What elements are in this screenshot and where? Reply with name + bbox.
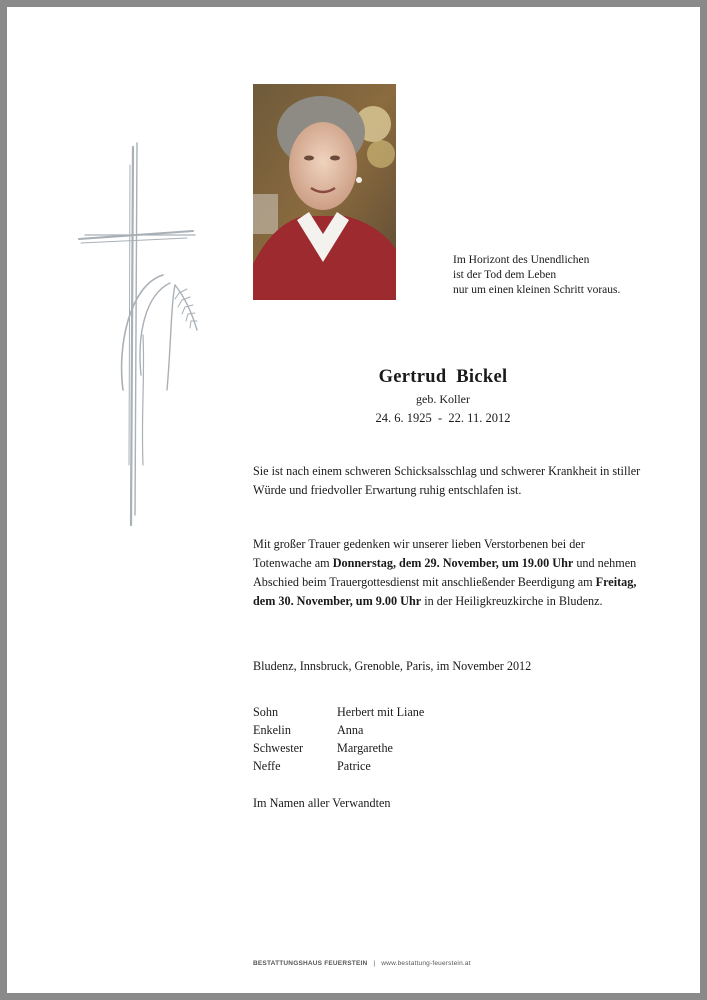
family-row — [253, 757, 424, 775]
family-relation: Enkelin — [253, 723, 291, 737]
paragraph-farewell: Sie ist nach einem schweren Schicksalsschlag und schwerer Krankheit in stiller Würde und friedvoller Erwartung ruhig entschlafen ist. — [253, 464, 641, 497]
life-dates: 24. 6. 1925 - 22. 11. 2012 — [375, 411, 511, 425]
closing-line: Im Namen aller Verwandten — [253, 796, 391, 810]
family-relation: Neffe — [253, 759, 281, 773]
family-name: Patrice — [337, 759, 371, 773]
maiden-name: geb. Koller — [416, 392, 470, 406]
footer-separator: | — [373, 960, 376, 967]
deceased-info — [253, 367, 633, 426]
services-text: in der Heiligkreuzkirche in Bludenz. — [421, 594, 603, 608]
family-relation: Schwester — [253, 741, 304, 755]
services-text: und nehmen Abschied beim Trauergottesdienst mit anschließender Beerdigung am — [253, 556, 637, 589]
family-row — [253, 703, 424, 721]
footer-brand: BESTATTUNGSHAUS FEUERSTEIN — [253, 960, 368, 967]
wake-date: Donnerstag, dem 29. November, um 19.00 Uhr — [332, 556, 574, 570]
family-name: Margarethe — [337, 741, 393, 755]
family-name: Anna — [337, 723, 364, 737]
poem-line: Im Horizont des Unendlichen — [453, 254, 590, 266]
paragraph-services — [253, 535, 643, 611]
footer — [253, 960, 471, 967]
family-name: Herbert mit Liane — [337, 705, 425, 719]
services-text: Mit großer Trauer gedenken wir unserer lieben Verstorbenen bei der Totenwache am — [253, 537, 585, 570]
family-row — [253, 739, 424, 757]
poem-line: nur um einen kleinen Schritt voraus. — [453, 284, 621, 296]
poem-line: ist der Tod dem Leben — [453, 269, 557, 281]
deceased-name: Gertrud Bickel — [378, 367, 508, 387]
poem — [453, 253, 620, 298]
family-relation: Sohn — [253, 705, 279, 719]
obituary-page — [7, 7, 700, 993]
portrait-photo — [253, 84, 396, 300]
funeral-date: Freitag, dem 30. November, um 9.00 Uhr — [253, 575, 637, 608]
cross-with-wheat-icon — [75, 135, 215, 530]
family-row — [253, 721, 424, 739]
family-list — [253, 703, 424, 775]
footer-website[interactable]: www.bestattung-feuerstein.at — [381, 960, 471, 967]
place-line: Bludenz, Innsbruck, Grenoble, Paris, im November 2012 — [253, 659, 532, 673]
